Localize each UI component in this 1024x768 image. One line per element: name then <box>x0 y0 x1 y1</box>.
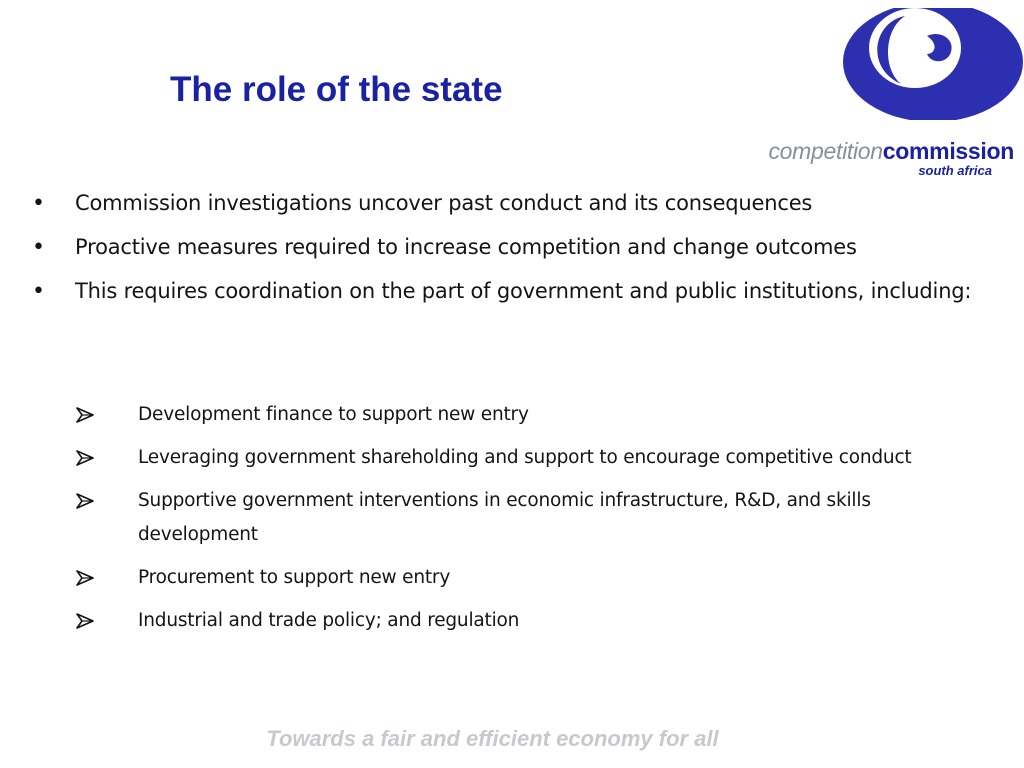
bullet-dot-icon: • <box>32 235 45 260</box>
list-item <box>72 561 982 595</box>
sub-bullet-text: Supportive government interventions in economic infrastructure, R&D, and skills development <box>138 490 871 545</box>
logo-word-commission: commission <box>882 138 1014 164</box>
list-item <box>30 273 990 310</box>
list-item <box>30 229 990 266</box>
bullet-dot-icon: • <box>32 191 45 216</box>
bullet-text: Proactive measures required to increase competition and change outcomes <box>75 235 857 259</box>
slide-title: The role of the state <box>170 70 503 109</box>
arrow-bullet-icon <box>76 570 94 586</box>
arrow-bullet-icon <box>76 613 94 629</box>
arrow-bullet-icon <box>76 407 94 423</box>
arrow-bullet-icon <box>76 450 94 466</box>
sub-bullet-list <box>72 398 982 647</box>
logo-word-competition: competition <box>768 138 883 164</box>
competition-commission-logo-icon <box>843 8 1023 120</box>
footer-tagline: Towards a fair and efficient economy for all <box>266 726 719 751</box>
list-item <box>30 185 990 222</box>
list-item <box>72 441 982 475</box>
sub-bullet-text: Industrial and trade policy; and regulation <box>138 610 520 631</box>
list-item <box>72 484 982 552</box>
sub-bullet-text: Development finance to support new entry <box>138 404 529 425</box>
sub-bullet-text: Leveraging government shareholding and support to encourage competitive conduct <box>138 447 912 468</box>
list-item <box>72 604 982 638</box>
arrow-bullet-icon <box>76 493 94 509</box>
logo-subtitle: south africa <box>918 163 992 178</box>
logo-wordmark <box>736 138 1014 178</box>
bullet-text: This requires coordination on the part of government and public institutions, including: <box>75 279 972 303</box>
bullet-text: Commission investigations uncover past conduct and its consequences <box>75 191 813 215</box>
bullet-dot-icon: • <box>32 279 45 304</box>
list-item <box>72 398 982 432</box>
bullet-list <box>30 185 990 317</box>
sub-bullet-text: Procurement to support new entry <box>138 567 451 588</box>
